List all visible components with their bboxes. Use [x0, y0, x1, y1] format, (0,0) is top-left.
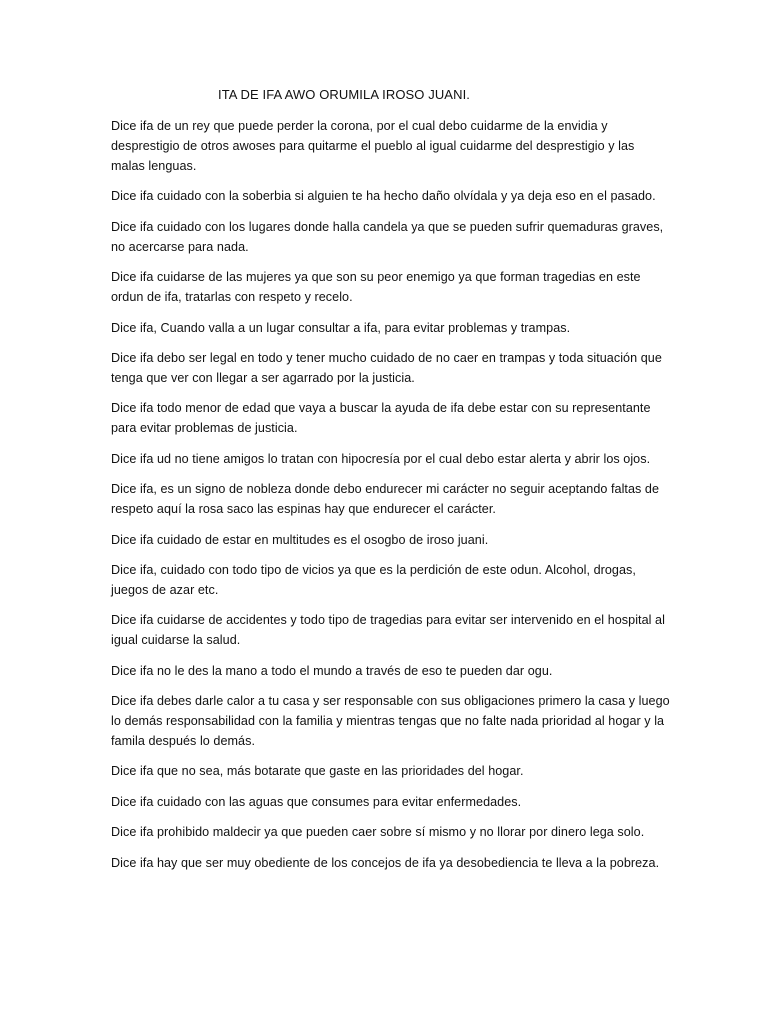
paragraph: Dice ifa debo ser legal en todo y tener mucho cuidado de no caer en trampas y toda situación que tenga que ver con llegar a ser agarrado por la justicia.: [111, 350, 662, 385]
paragraph: Dice ifa que no sea, más botarate que gaste en las prioridades del hogar.: [111, 764, 524, 779]
document-title: ITA DE IFA AWO ORUMILA IROSO JUANI.: [218, 87, 470, 102]
paragraph: Dice ifa cuidado con los lugares donde halla candela ya que se pueden sufrir quemaduras graves, no acercarse para nada.: [111, 219, 664, 254]
paragraph: Dice ifa cuidarse de las mujeres ya que son su peor enemigo ya que forman tragedias en este ordun de ifa, tratarlas con respeto y recelo.: [111, 270, 641, 305]
paragraph: Dice ifa no le des la mano a todo el mundo a través de eso te pueden dar ogu.: [111, 663, 553, 678]
paragraph: Dice ifa, es un signo de nobleza donde debo endurecer mi carácter no seguir aceptando faltas de respeto aquí la rosa saco las espinas hay que endurecer el carácter.: [111, 482, 660, 517]
document-body: [111, 116, 671, 883]
paragraph: Dice ifa de un rey que puede perder la corona, por el cual debo cuidarme de la envidia y desprestigio de otros awoses para quitarme el pueblo al igual cuidarme del desprestigio y las malas lenguas.: [111, 119, 635, 173]
paragraph: Dice ifa cuidarse de accidentes y todo tipo de tragedias para evitar ser intervenido en el hospital al igual cuidarse la salud.: [111, 613, 665, 648]
paragraph: Dice ifa prohibido maldecir ya que pueden caer sobre sí mismo y no llorar por dinero lega solo.: [111, 825, 645, 840]
paragraph: Dice ifa cuidado con la soberbia si alguien te ha hecho daño olvídala y ya deja eso en el pasado.: [111, 189, 656, 204]
paragraph: Dice ifa todo menor de edad que vaya a buscar la ayuda de ifa debe estar con su representante para evitar problemas de justicia.: [111, 401, 651, 436]
paragraph: Dice ifa, Cuando valla a un lugar consultar a ifa, para evitar problemas y trampas.: [111, 320, 571, 335]
paragraph: Dice ifa, cuidado con todo tipo de vicios ya que es la perdición de este odun. Alcohol, drogas, juegos de azar etc.: [111, 562, 636, 597]
paragraph: Dice ifa cuidado de estar en multitudes es el osogbo de iroso juani.: [111, 532, 489, 547]
paragraph: Dice ifa ud no tiene amigos lo tratan con hipocresía por el cual debo estar alerta y abrir los ojos.: [111, 451, 651, 466]
paragraph: Dice ifa cuidado con las aguas que consumes para evitar enfermedades.: [111, 794, 522, 809]
paragraph: Dice ifa debes darle calor a tu casa y ser responsable con sus obligaciones primero la casa y luego lo demás responsabilidad con la familia y mientras tengas que no falte nada prioridad al hogar y la famila después lo demás.: [111, 694, 670, 749]
paragraph: Dice ifa hay que ser muy obediente de los concejos de ifa ya desobediencia te lleva a la pobreza.: [111, 855, 660, 870]
